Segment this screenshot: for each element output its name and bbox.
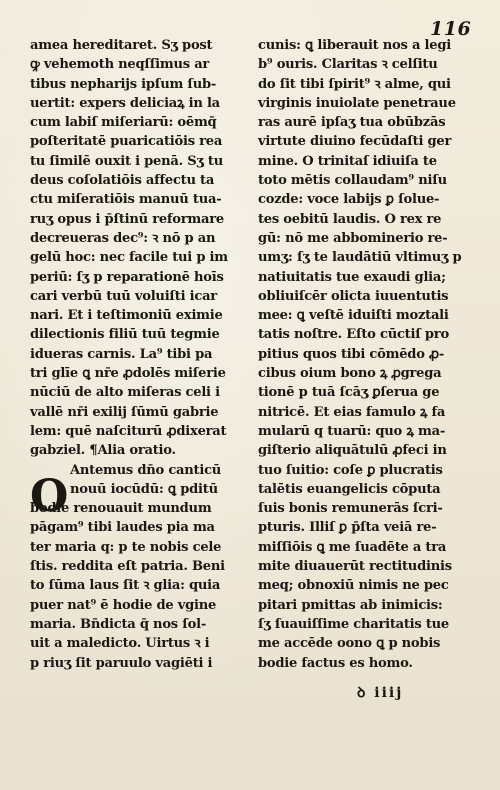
- text-line: pitari pmittas ab inimicis:: [258, 597, 443, 613]
- text-line: giſterio aliquātulū ꝓfeci in: [258, 443, 447, 459]
- text-line: gelū hoc: nec facile tui p im: [30, 250, 228, 266]
- text-line: cunis: ꝗ liberauit nos a legi: [258, 38, 451, 53]
- text-line: p riuʒ ſit paruulo vagiēti i: [30, 655, 213, 671]
- folio-number: 116: [430, 18, 472, 40]
- text-line: cum labiſ miſeriarū: oēmq̄: [30, 115, 217, 131]
- text-line: ꝙ vehemoth neqſſimus ar: [30, 57, 210, 73]
- text-line: bodie renouauit mundum: [30, 501, 212, 517]
- right-text-column: [258, 36, 470, 673]
- text-line: nitricē. Et eias famulo ꝝ fa: [258, 404, 446, 420]
- text-line: idueras carnis. La⁹ tibi pa: [30, 346, 213, 362]
- text-line: uertit: expers deliciaꝝ in la: [30, 95, 220, 111]
- text-line: umʒ: ſʒ te laudātiū vltimuʒ p: [258, 250, 462, 266]
- text-line: mularū q tuarū: quo ꝝ ma-: [258, 423, 446, 439]
- text-line: pitius quos tibi cōmēdo ꝓ-: [258, 346, 445, 362]
- text-line: puer nat⁹ ē hodie de vgine: [30, 597, 217, 613]
- text-line: mee: ꝗ veſtē iduiſti moztali: [258, 308, 449, 324]
- text-line: cozde: voce labijs ꝑ ſolue-: [258, 192, 440, 208]
- text-line: ſʒ ſuauiſſime charitatis tue: [258, 616, 449, 632]
- text-line: meq; obnoxiū nimis ne pec: [258, 578, 449, 594]
- text-line: obliuiſcēr olicta iuuentutis: [258, 288, 449, 304]
- text-line: tri glīe ꝗ nr̄e ꝓdolēs miſerie: [30, 366, 226, 382]
- text-line: periū: ſʒ p reparationē hoīs: [30, 269, 224, 285]
- text-line: Antemus dn̄o canticū: [70, 462, 222, 478]
- text-line: to ſūma laus ſit ꝛ glia: quia: [30, 578, 221, 594]
- text-line: virtute diuino fecūdaſti ger: [258, 134, 452, 150]
- text-line: ras aurē ipſaʒ tua obūbzās: [258, 115, 446, 131]
- text-line: deus coſolatiōis affectu ta: [30, 173, 215, 189]
- text-line: bodie factus es homo.: [258, 655, 413, 671]
- text-line: do ſit tibi ſpirit⁹ ꝛ alme, qui: [258, 76, 451, 92]
- text-line: pāgam⁹ tibi laudes pia ma: [30, 520, 215, 536]
- text-line: dilectionis filiū tuū tegmie: [30, 327, 220, 343]
- text-line: ſtis. reddita eſt patria. Beni: [30, 559, 225, 575]
- text-line: miſſiōis ꝗ me ſuadēte a tra: [258, 539, 447, 555]
- text-line: amea hereditaret. Sʒ post: [30, 38, 213, 53]
- text-line: virginis inuiolate penetraue: [258, 95, 456, 111]
- text-line: mite diuauerūt rectitudinis: [258, 559, 452, 575]
- text-line: lem: quē naſciturū ꝓdixerat: [30, 423, 227, 439]
- text-line: ſuis bonis remunerās ſcri-: [258, 501, 443, 517]
- text-line: poſteritatē puaricatiōis rea: [30, 134, 223, 150]
- text-line: cibus oium bono ꝝ ꝓgrega: [258, 366, 442, 382]
- signature-mark: ꝺ iiij: [357, 685, 404, 701]
- text-line: mine. O trinitaſ idiuiſa te: [258, 153, 437, 169]
- text-line: tes oebitū laudis. O rex re: [258, 211, 442, 227]
- left-text-column: [30, 36, 245, 673]
- text-line: nūciū de alto miſeras celi i: [30, 385, 220, 401]
- text-line: nari. Et i teſtimoniū eximie: [30, 308, 223, 324]
- text-line: ctu miſeratiōis manuū tua-: [30, 192, 222, 208]
- text-line: tu ſimilē ouxit i penā. Sʒ tu: [30, 153, 223, 169]
- text-line: tibus nepharijs ipſum ſub-: [30, 76, 217, 92]
- text-line: tionē p tuā ſcāʒ ꝑſerua ge: [258, 385, 440, 401]
- text-line: toto mētis collaudam⁹ niſu: [258, 173, 447, 189]
- text-line: gū: nō me abbominerio re-: [258, 230, 448, 246]
- text-line: decreueras dec⁹: ꝛ nō p an: [30, 230, 216, 246]
- text-line: pturis. Illiſ ꝑ p̄ſta veiā re-: [258, 520, 437, 536]
- text-line: nouū iocūdū: ꝗ pditū: [70, 481, 218, 497]
- text-line: natiuitatis tue exaudi glia;: [258, 269, 446, 285]
- text-line: uit a maledicto. Uirtus ꝛ i: [30, 636, 210, 652]
- text-line: maria. Bn̄dicta q̄ nos ſol-: [30, 616, 207, 632]
- text-line: cari verbū tuū voluiſti icar: [30, 288, 217, 304]
- text-line: vallē nr̄i exilij ſūmū gabrie: [30, 404, 219, 420]
- text-line: b⁹ ouris. Claritas ꝛ celſitu: [258, 57, 438, 73]
- text-line: ruʒ opus i p̄ſtinū reformare: [30, 211, 225, 227]
- text-line: talētis euangelicis cōputa: [258, 481, 441, 497]
- text-line: ter maria q: p te nobis cele: [30, 539, 222, 555]
- text-line: me accēde oono ꝗ p nobis: [258, 636, 441, 652]
- drop-cap-initial: O: [30, 471, 69, 522]
- text-line: tatis noſtre. Eſto cūctiſ pro: [258, 327, 449, 343]
- text-line: tuo ſuitio: coſe ꝑ plucratis: [258, 462, 443, 478]
- section-heading-line: gabziel. ¶Alia oratio.: [30, 443, 176, 459]
